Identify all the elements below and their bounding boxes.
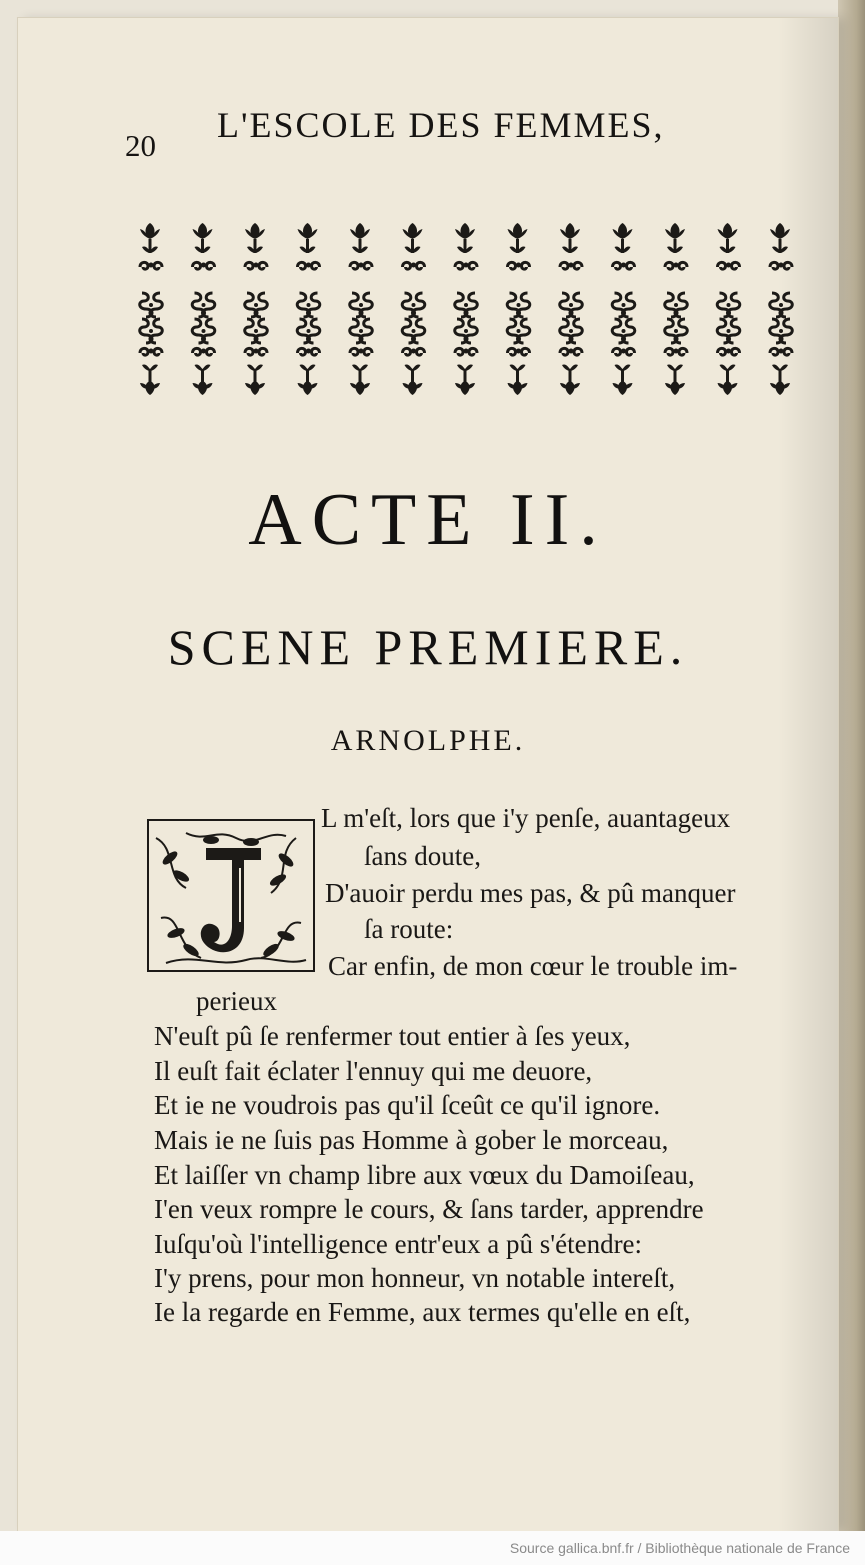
act-title: ACTE II. [248,479,608,561]
verse-line: I'en veux rompre le cours, & ſans tarder, apprendre [154,1194,704,1224]
verse-line: L m'eſt, lors que i'y penſe, auantageux [321,803,731,833]
running-title: L'ESCOLE DES FEMMES, [217,105,665,145]
verse-line: Et ie ne voudrois pas qu'il ſceût ce qu'il ignore. [154,1090,661,1120]
verse-line: ſans doute, [364,841,481,871]
verse-line: Ie la regarde en Femme, aux termes qu'elle en eſt, [154,1297,691,1327]
book-page [18,18,838,1531]
decorated-initial-letter-icon [146,818,316,973]
verse-line: Mais ie ne ſuis pas Homme à gober le morceau, [154,1125,669,1155]
verse-line: ſa route: [364,914,454,944]
scene-title: SCENE PREMIERE. [167,619,689,675]
verse-line: Car enfin, de mon cœur le trouble im- [328,951,738,981]
source-credit: Source gallica.bnf.fr / Bibliothèque nationale de France [509,1540,850,1556]
verse-line: Et laiſſer vn champ libre aux vœux du Damoiſeau, [154,1160,695,1190]
verse-line: Iuſqu'où l'intelligence entr'eux a pû s'étendre: [154,1229,643,1259]
page-number: 20 [125,128,156,163]
verse-line: I'y prens, pour mon honneur, vn notable intereſt, [154,1263,676,1293]
verse-line: N'euſt pû ſe renfermer tout entier à ſes yeux, [154,1021,631,1051]
verse-line: perieux [196,986,277,1016]
verse-line: D'auoir perdu mes pas, & pû manquer [325,878,736,908]
verse-line: Il euſt fait éclater l'ennuy qui me deuore, [154,1056,593,1086]
book-spine-shadow [838,0,865,1531]
floral-fleuron-band-icon [130,213,820,403]
speaker-name: ARNOLPHE. [330,724,526,757]
